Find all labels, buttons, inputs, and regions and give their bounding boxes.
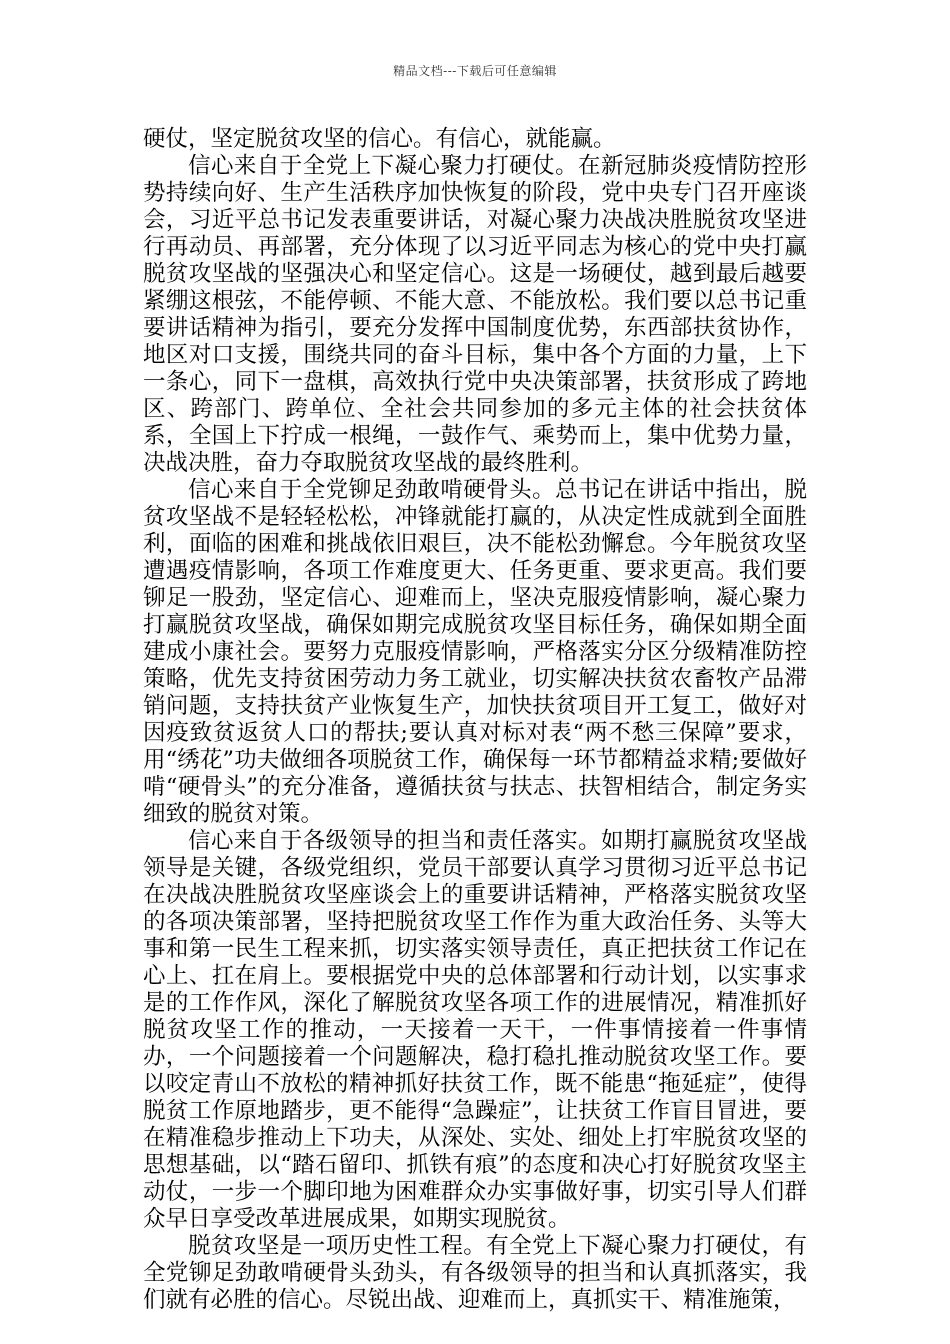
- paragraph: 信心来自于全党铆足劲敢啃硬骨头。总书记在讲话中指出，脱贫攻坚战不是轻轻松松，冲锋就能打赢的，从决定性成就到全面胜利，面临的困难和挑战依旧艰巨，决不能松劲懈怠。今年脱贫攻坚遭遇疫情影响，各项工作难度更大、任务更重、要求更高。我们要铆足一股劲，坚定信心、迎难而上，坚决克服疫情影响，凝心聚力打赢脱贫攻坚战，确保如期完成脱贫攻坚目标任务，确保如期全面建成小康社会。要努力克服疫情影响，严格落实分区分级精准防控策略，优先支持贫困劳动力务工就业，切实解决扶贫农畜牧产品滞销问题，支持扶贫产业恢复生产，加快扶贫项目开工复工，做好对因疫致贫返贫人口的帮扶;要认真对标对表“两不愁三保障”要求，用“绣花”功夫做细各项脱贫工作，确保每一环节都精益求精;要做好啃“硬骨头”的充分准备，遵循扶贫与扶志、扶智相结合，制定务实细致的脱贫对策。: [143, 477, 807, 827]
- paragraph: 信心来自于全党上下凝心聚力打硬仗。在新冠肺炎疫情防控形势持续向好、生产生活秩序加快恢复的阶段，党中央专门召开座谈会，习近平总书记发表重要讲话，对凝心聚力决战决胜脱贫攻坚进行再动员、再部署，充分体现了以习近平同志为核心的党中央打赢脱贫攻坚战的坚强决心和坚定信心。这是一场硬仗，越到最后越要紧绷这根弦，不能停顿、不能大意、不能放松。我们要以总书记重要讲话精神为指引，要充分发挥中国制度优势，东西部扶贫协作，地区对口支援，围绕共同的奋斗目标，集中各个方面的力量，上下一条心，同下一盘棋，高效执行党中央决策部署，扶贫形成了跨地区、跨部门、跨单位、全社会共同参加的多元主体的社会扶贫体系，全国上下拧成一根绳，一鼓作气、乘势而上，集中优势力量，决战决胜，奋力夺取脱贫攻坚战的最终胜利。: [143, 153, 807, 476]
- paragraph: 信心来自于各级领导的担当和责任落实。如期打赢脱贫攻坚战领导是关键，各级党组织，党员干部要认真学习贯彻习近平总书记在决战决胜脱贫攻坚座谈会上的重要讲话精神，严格落实脱贫攻坚的各项决策部署，坚持把脱贫攻坚工作作为重大政治任务、头等大事和第一民生工程来抓，切实落实领导责任，真正把扶贫工作记在心上、扛在肩上。要根据党中央的总体部署和行动计划，以实事求是的工作作风，深化了解脱贫攻坚各项工作的进展情况，精准抓好脱贫攻坚工作的推动，一天接着一天干，一件事情接着一件事情办，一个问题接着一个问题解决，稳打稳扎推动脱贫攻坚工作。要以咬定青山不放松的精神抓好扶贫工作，既不能患“拖延症”，使得脱贫工作原地踏步，更不能得“急躁症”，让扶贫工作盲目冒进，要在精准稳步推动上下功夫，从深处、实处、细处上打牢脱贫攻坚的思想基础，以“踏石留印、抓铁有痕”的态度和决心打好脱贫攻坚主动仗，一步一个脚印地为困难群众办实事做好事，切实引导人们群众早日享受改革进展成果，如期实现脱贫。: [143, 828, 807, 1232]
- document-body: [143, 126, 807, 1314]
- paragraph-continuation: 硬仗，坚定脱贫攻坚的信心。有信心，就能赢。: [143, 126, 616, 152]
- page-header: 精品文档---下载后可任意编辑: [393, 64, 557, 78]
- paragraph: 脱贫攻坚是一项历史性工程。有全党上下凝心聚力打硬仗，有全党铆足劲敢啃硬骨头劲头，有各级领导的担当和认真抓落实，我们就有必胜的信心。尽锐出战、迎难而上，真抓实干、精准施策，: [143, 1233, 807, 1313]
